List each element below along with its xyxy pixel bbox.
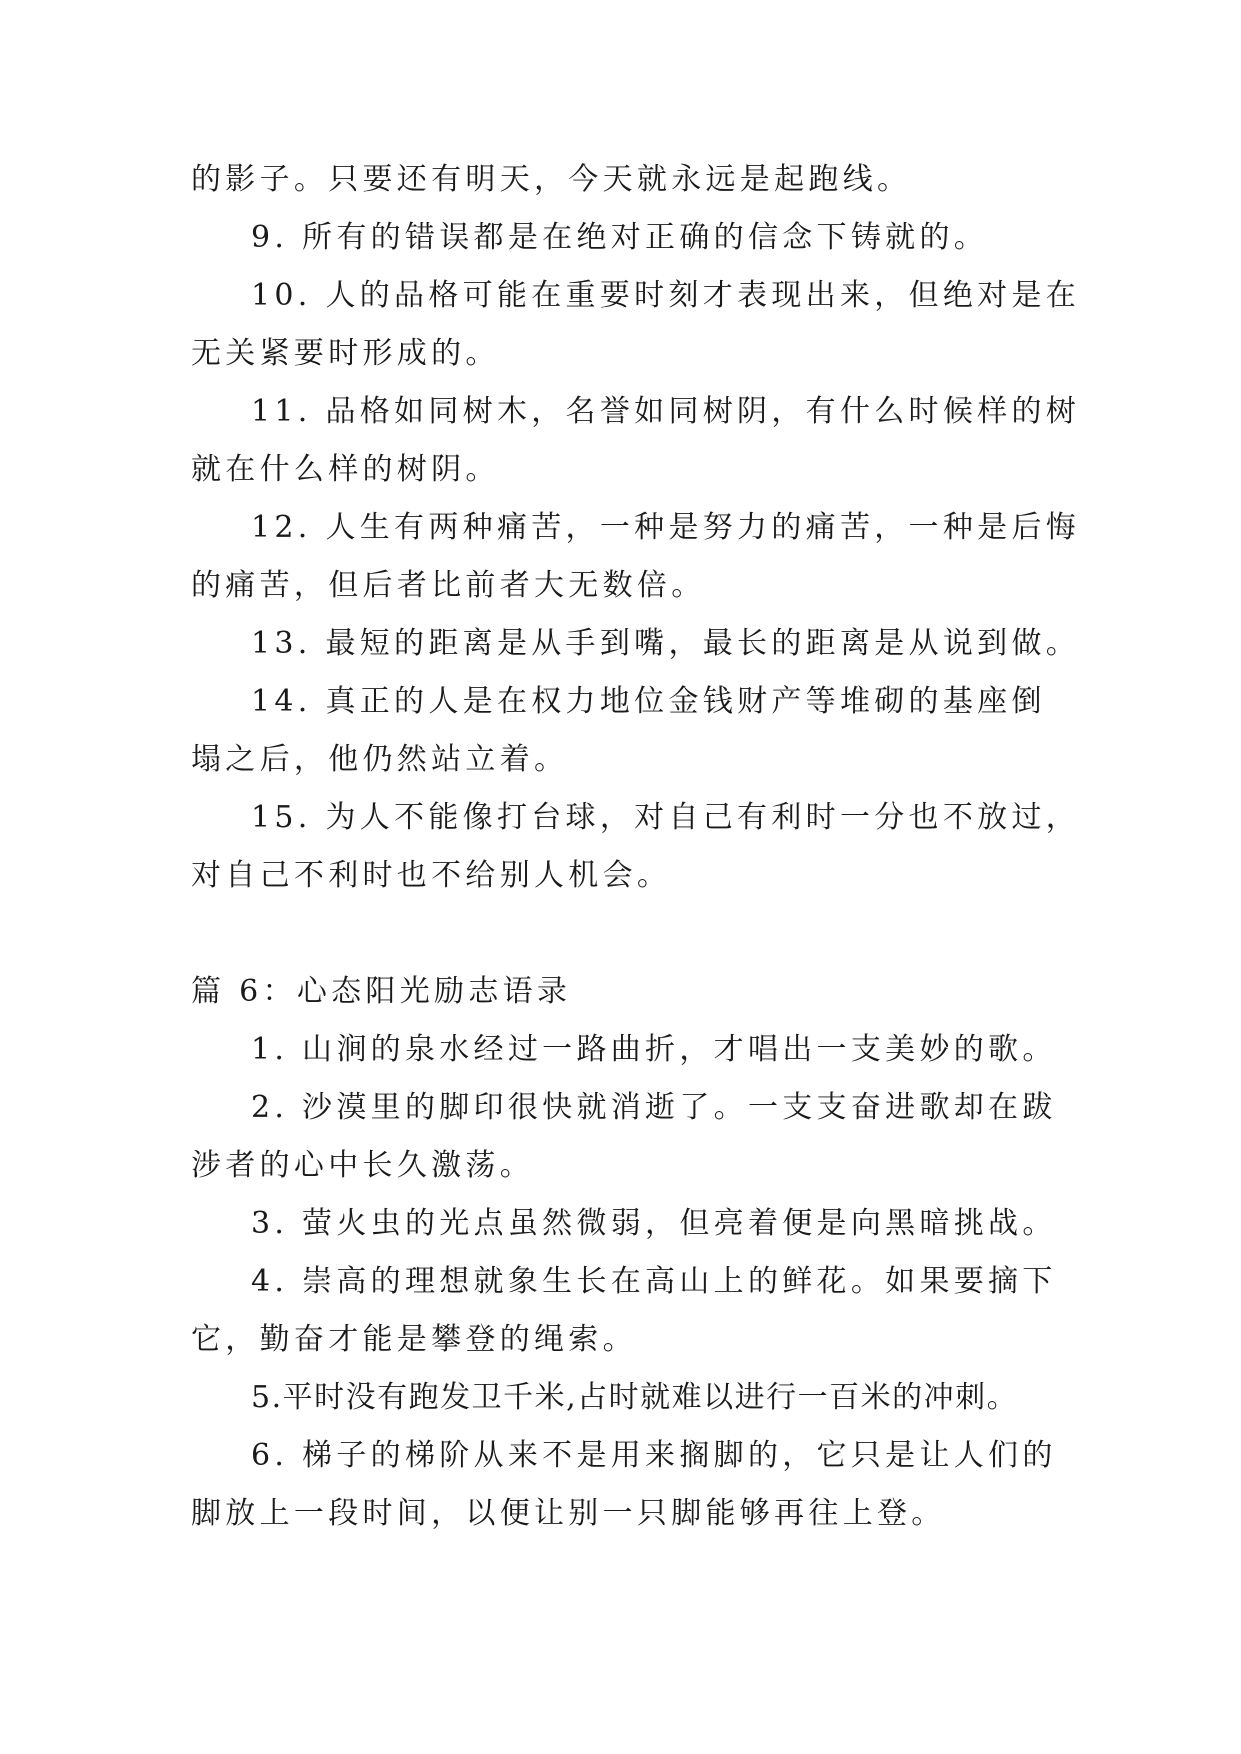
text-line: 涉者的心中长久激荡。	[191, 1148, 534, 1183]
quote-item-11: 11. 品格如同树木，名誉如同树阴，有什么时候样的树	[251, 394, 1081, 429]
text-line: 塌之后，他仍然站立着。	[191, 742, 569, 777]
quote-item-15: 15. 为人不能像打台球，对自己有利时一分也不放过，	[251, 800, 1081, 835]
quote-item-1: 1. 山涧的泉水经过一路曲折，才唱出一支美妙的歌。	[251, 1032, 1057, 1067]
text-line: 的影子。只要还有明天，今天就永远是起跑线。	[191, 162, 912, 197]
text-line: 的痛苦，但后者比前者大无数倍。	[191, 568, 706, 603]
quote-item-9: 9. 所有的错误都是在绝对正确的信念下铸就的。	[251, 220, 989, 255]
text-line: 它，勤奋才能是攀登的绳索。	[191, 1322, 637, 1357]
quote-item-14: 14. 真正的人是在权力地位金钱财产等堆砌的基座倒	[251, 684, 1046, 719]
quote-item-10: 10. 人的品格可能在重要时刻才表现出来，但绝对是在	[251, 278, 1081, 313]
quote-item-4: 4. 崇高的理想就象生长在高山上的鲜花。如果要摘下	[251, 1264, 1057, 1299]
section-heading: 篇 6：心态阳光励志语录	[191, 974, 572, 1009]
text-line: 脚放上一段时间，以便让别一只脚能够再往上登。	[191, 1496, 946, 1531]
quote-item-6: 6. 梯子的梯阶从来不是用来搁脚的，它只是让人们的	[251, 1438, 1057, 1473]
text-line: 无关紧要时形成的。	[191, 336, 500, 371]
text-line: 对自己不利时也不给别人机会。	[191, 858, 672, 893]
quote-item-12: 12. 人生有两种痛苦，一种是努力的痛苦，一种是后悔	[251, 510, 1081, 545]
quote-item-13: 13. 最短的距离是从手到嘴，最长的距离是从说到做。	[251, 626, 1081, 661]
quote-item-2: 2. 沙漠里的脚印很快就消逝了。一支支奋进歌却在跋	[251, 1090, 1057, 1125]
quote-item-3: 3. 萤火虫的光点虽然微弱，但亮着便是向黑暗挑战。	[251, 1206, 1057, 1241]
quote-item-5: 5.平时没有跑发卫千米,占时就难以进行一百米的冲刺。	[251, 1380, 1019, 1415]
text-line: 就在什么样的树阴。	[191, 452, 500, 487]
